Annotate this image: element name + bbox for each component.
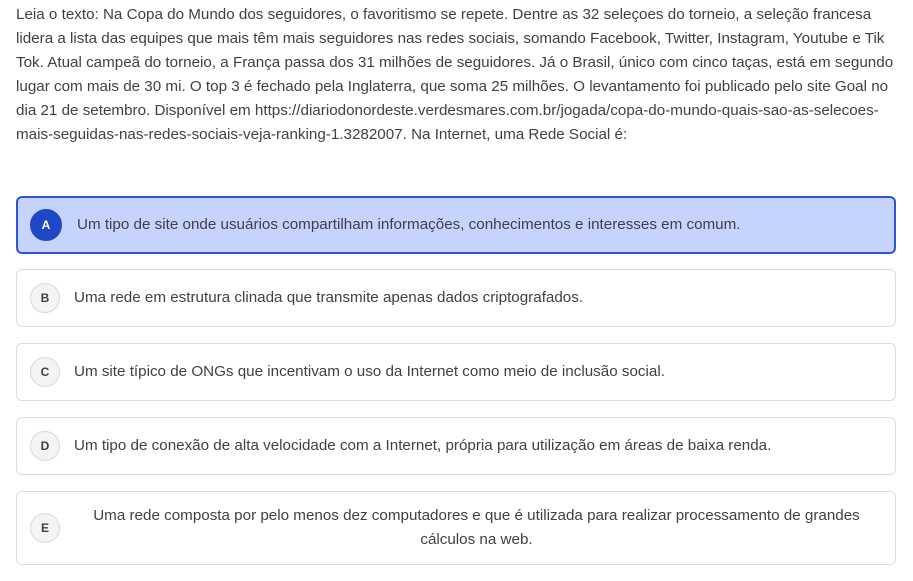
answer-options	[16, 196, 896, 581]
option-e[interactable]	[16, 491, 896, 565]
option-letter-badge: B	[30, 283, 60, 313]
question-text: Leia o texto: Na Copa do Mundo dos seguidores, o favoritismo se repete. Dentre as 32 seleçoes do torneio, a seleção francesa lidera a lista das equipes que mais têm mais seguidores nas redes sociais, somando Facebook, Twitter, Instagram, Youtube e Tik Tok. Atual campeã do torneio, a França passa dos 31 milhões de seguidores. Já o Brasil, único com cinco taças, está em segundo lugar com mais de 30 mi. O top 3 é fechado pela Inglaterra, que soma 25 milhões. O levantamento foi publicado pelo site Goal no dia 21 de setembro. Disponível em https://diariodonordeste.verdesmares.com.br/jogada/copa-do-mundo-quais-sao-as-selecoes-mais-seguidas-nas-redes-sociais-veja-ranking-1.3282007. Na Internet, uma Rede Social é:	[16, 6, 894, 143]
option-text: Um site típico de ONGs que incentivam o uso da Internet como meio de inclusão social.	[74, 363, 665, 380]
option-letter-badge: D	[30, 431, 60, 461]
option-a[interactable]	[16, 196, 896, 254]
option-text: Um tipo de conexão de alta velocidade com a Internet, própria para utilização em áreas de baixa renda.	[74, 437, 772, 454]
option-c[interactable]	[16, 343, 896, 401]
option-d[interactable]	[16, 417, 896, 475]
option-text: Um tipo de site onde usuários compartilham informações, conhecimentos e interesses em comum.	[77, 216, 741, 233]
option-text: Uma rede em estrutura clinada que transmite apenas dados criptografados.	[74, 289, 584, 306]
option-letter-badge: A	[30, 209, 62, 241]
option-b[interactable]	[16, 269, 896, 327]
option-letter-badge: C	[30, 357, 60, 387]
option-letter-badge: E	[30, 513, 60, 543]
option-text: Uma rede composta por pelo menos dez computadores e que é utilizada para realizar processamento de grandes cálculos na web.	[93, 507, 860, 548]
